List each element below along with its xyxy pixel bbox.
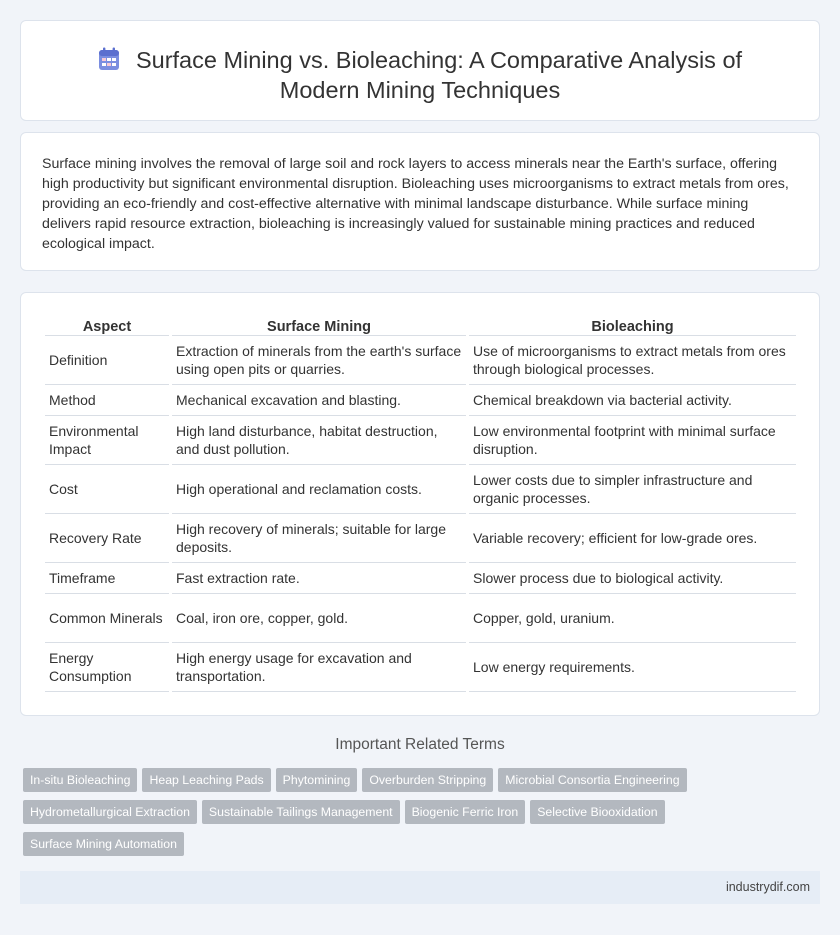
cell-surface-mining: Extraction of minerals from the earth's surface using open pits or quarries.	[172, 336, 466, 385]
cell-aspect: Common Minerals	[45, 594, 169, 643]
tag-selective-biooxidation[interactable]: Selective Biooxidation	[530, 800, 664, 824]
tag-row	[23, 832, 823, 864]
related-terms-heading: Important Related Terms	[335, 736, 505, 753]
page-title-line-1	[21, 45, 819, 75]
header-aspect: Aspect	[45, 315, 169, 336]
cell-bioleaching: Chemical breakdown via bacterial activity.	[469, 385, 796, 416]
page-title-line-2: Modern Mining Techniques	[279, 77, 561, 103]
cell-surface-mining: Mechanical excavation and blasting.	[172, 385, 466, 416]
tag-microbial-consortia-engineering[interactable]: Microbial Consortia Engineering	[498, 768, 686, 792]
calendar-table-icon	[98, 47, 120, 71]
cell-bioleaching: Low environmental footprint with minimal surface disruption.	[469, 416, 796, 465]
tag-in-situ-bioleaching[interactable]: In-situ Bioleaching	[23, 768, 137, 792]
cell-aspect: Recovery Rate	[45, 514, 169, 563]
cell-surface-mining: High operational and reclamation costs.	[172, 465, 466, 514]
cell-surface-mining: High energy usage for excavation and transportation.	[172, 643, 466, 692]
footer	[20, 871, 820, 904]
table-header-row	[45, 315, 796, 336]
page-title	[21, 45, 819, 105]
table-row	[45, 385, 796, 416]
comparison-table-card	[20, 292, 820, 716]
header-surface-mining: Surface Mining	[172, 315, 466, 336]
cell-bioleaching: Low energy requirements.	[469, 643, 796, 692]
tag-biogenic-ferric-iron[interactable]: Biogenic Ferric Iron	[405, 800, 526, 824]
table-row	[45, 643, 796, 692]
comparison-table	[42, 315, 799, 692]
cell-surface-mining: High land disturbance, habitat destruction, and dust pollution.	[172, 416, 466, 465]
tag-row	[23, 768, 823, 800]
table-row	[45, 514, 796, 563]
cell-surface-mining: High recovery of minerals; suitable for large deposits.	[172, 514, 466, 563]
page-title-text-1: Surface Mining vs. Bioleaching: A Comparative Analysis of	[135, 47, 743, 73]
cell-bioleaching: Lower costs due to simpler infrastructure and organic processes.	[469, 465, 796, 514]
cell-aspect: Definition	[45, 336, 169, 385]
cell-bioleaching: Slower process due to biological activity.	[469, 563, 796, 594]
tag-heap-leaching-pads[interactable]: Heap Leaching Pads	[142, 768, 270, 792]
table-row	[45, 594, 796, 643]
cell-surface-mining: Fast extraction rate.	[172, 563, 466, 594]
tag-surface-mining-automation[interactable]: Surface Mining Automation	[23, 832, 184, 856]
tag-overburden-stripping[interactable]: Overburden Stripping	[362, 768, 493, 792]
cell-bioleaching: Copper, gold, uranium.	[469, 594, 796, 643]
table-row	[45, 563, 796, 594]
cell-aspect: Energy Consumption	[45, 643, 169, 692]
cell-aspect: Environmental Impact	[45, 416, 169, 465]
cell-bioleaching: Variable recovery; efficient for low-grade ores.	[469, 514, 796, 563]
title-card	[20, 20, 820, 121]
related-terms-tags	[23, 768, 823, 864]
tag-hydrometallurgical-extraction[interactable]: Hydrometallurgical Extraction	[23, 800, 197, 824]
cell-bioleaching: Use of microorganisms to extract metals from ores through biological processes.	[469, 336, 796, 385]
cell-aspect: Cost	[45, 465, 169, 514]
table-row	[45, 465, 796, 514]
table-row	[45, 336, 796, 385]
cell-aspect: Timeframe	[45, 563, 169, 594]
header-bioleaching: Bioleaching	[469, 315, 796, 336]
tag-row	[23, 800, 823, 832]
intro-card	[20, 132, 820, 271]
tag-phytomining[interactable]: Phytomining	[276, 768, 358, 792]
cell-surface-mining: Coal, iron ore, copper, gold.	[172, 594, 466, 643]
tag-sustainable-tailings-management[interactable]: Sustainable Tailings Management	[202, 800, 400, 824]
footer-site-link[interactable]: industrydif.com	[725, 880, 810, 894]
cell-aspect: Method	[45, 385, 169, 416]
intro-paragraph: Surface mining involves the removal of large soil and rock layers to access minerals near the Earth's surface, offering high productivity but significant environmental disruption. Bioleaching uses microorganisms to extract metals from ores, providing an eco-friendly and cost-effective alternative with minimal landscape disturbance. While surface mining delivers rapid resource extraction, bioleaching is increasingly valued for sustainable mining practices and reduced ecological impact.	[42, 156, 789, 252]
table-row	[45, 416, 796, 465]
